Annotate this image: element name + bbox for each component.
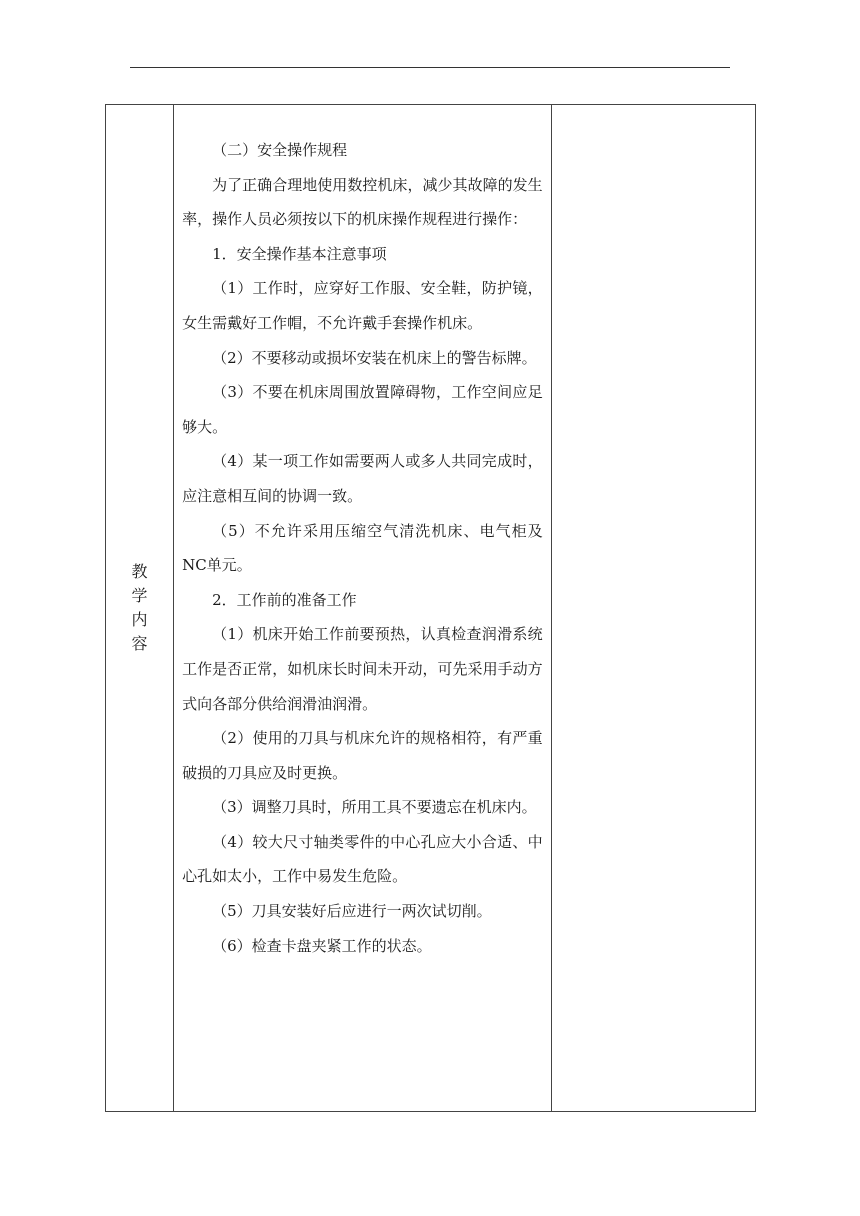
- subsection-heading: 2．工作前的准备工作: [212, 590, 357, 609]
- content-cell: [174, 105, 552, 1112]
- notes-cell: [551, 105, 755, 1112]
- intro-paragraph: 为了正确合理地使用数控机床，减少其故障的发生率，操作人员必须按以下的机床操作规程进行操作：: [182, 175, 543, 229]
- list-item: （1）工作时，应穿好工作服、安全鞋，防护镜，女生需戴好工作帽，不允许戴手套操作机床。: [182, 279, 543, 332]
- header-rule: [130, 67, 730, 68]
- list-item: （6）检查卡盘夹紧工作的状态。: [212, 936, 432, 955]
- list-item: （4）较大尺寸轴类零件的中心孔应大小合适、中心孔如太小，工作中易发生危险。: [182, 832, 543, 886]
- section-label: 教学内容: [131, 562, 148, 653]
- list-item: （1）机床开始工作前要预热，认真检查润滑系统工作是否正常，如机床长时间未开动，可先采用手动方式向各部分供给润滑油润滑。: [182, 625, 543, 713]
- label-cell: [106, 105, 174, 1112]
- subsection-heading: 1．安全操作基本注意事项: [212, 244, 387, 263]
- list-item: （5）不允许采用压缩空气清洗机床、电气柜及NC单元。: [182, 521, 543, 575]
- list-item: （5）刀具安装好后应进行一两次试切削。: [212, 902, 492, 921]
- list-item: （2）不要移动或损坏安装在机床上的警告标牌。: [212, 348, 537, 367]
- list-item: （2）使用的刀具与机床允许的规格相符，有严重破损的刀具应及时更换。: [182, 729, 543, 782]
- table-row: [106, 105, 756, 1112]
- list-item: （3）不要在机床周围放置障碍物，工作空间应足够大。: [182, 383, 543, 436]
- list-item: （3）调整刀具时，所用工具不要遗忘在机床内。: [212, 798, 537, 817]
- section-heading: （二）安全操作规程: [212, 141, 348, 159]
- lesson-table: [105, 104, 756, 1112]
- content-body: [174, 105, 551, 963]
- list-item: （4）某一项工作如需要两人或多人共同完成时，应注意相互间的协调一致。: [182, 452, 543, 505]
